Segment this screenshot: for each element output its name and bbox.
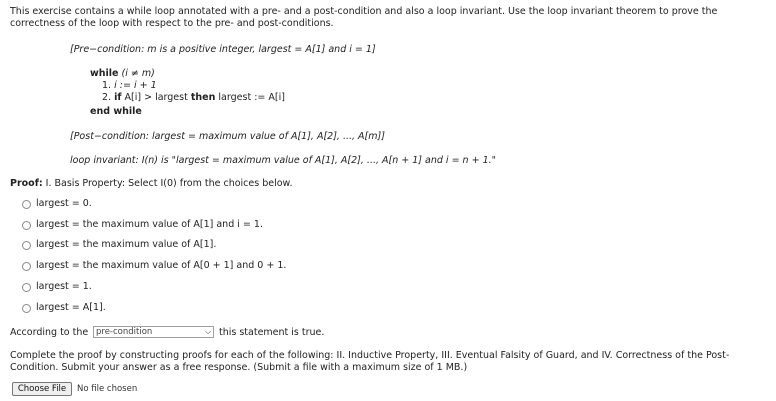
radio-button[interactable] bbox=[22, 262, 31, 271]
choice-6[interactable] bbox=[22, 302, 106, 314]
then-keyword: then bbox=[190, 92, 216, 103]
choice-label: largest = A[1]. bbox=[36, 302, 106, 313]
according-after: this statement is true. bbox=[219, 327, 325, 338]
end-while: end while bbox=[90, 106, 142, 117]
choice-4[interactable] bbox=[22, 260, 286, 272]
proof-basis-text: I. Basis Property: Select I(0) from the choices below. bbox=[45, 178, 293, 189]
according-before: According to the bbox=[10, 327, 89, 338]
step-1-text: i := i + 1 bbox=[114, 80, 157, 91]
choice-2[interactable] bbox=[22, 219, 263, 231]
select-value: pre-condition bbox=[96, 327, 153, 337]
choice-1[interactable] bbox=[22, 198, 92, 210]
choice-3[interactable] bbox=[22, 239, 216, 251]
choice-label: largest = the maximum value of A[1]. bbox=[36, 239, 217, 250]
choose-file-button[interactable]: Choose File bbox=[12, 382, 72, 396]
proof-label: Proof: bbox=[10, 178, 43, 189]
precondition: [Pre−condition: m is a positive integer, largest = A[1] and i = 1] bbox=[70, 44, 376, 55]
intro-text: This exercise contains a while loop annotated with a pre- and a post-condition and also a loop invariant. Use the loop invariant theorem to prove the correctness of the loop with respect to the pre- and post-conditions. bbox=[10, 6, 718, 29]
choice-label: largest = the maximum value of A[1] and i = 1. bbox=[36, 219, 263, 230]
radio-button[interactable] bbox=[22, 200, 31, 209]
choice-label: largest = 0. bbox=[36, 198, 92, 209]
loop-step-1 bbox=[102, 80, 157, 92]
while-keyword: while bbox=[90, 68, 119, 79]
if-keyword: if bbox=[114, 92, 122, 103]
step-2-number: 2. bbox=[102, 92, 112, 103]
radio-button[interactable] bbox=[22, 221, 31, 230]
radio-button[interactable] bbox=[22, 241, 31, 250]
step-2-assign: largest := A[i] bbox=[218, 92, 285, 103]
complete-instructions: Complete the proof by constructing proofs for each of the following: II. Inductive Property, III. Eventual Falsity of Guard, and IV. Correctness of the Post-Condition. Submit your answer as a free response. (Submit a file with a maximum size of 1 MB.) bbox=[10, 350, 730, 373]
step-2-condition: A[i] > largest bbox=[124, 92, 188, 103]
choice-label: largest = the maximum value of A[0 + 1] and 0 + 1. bbox=[36, 260, 287, 271]
file-status: No file chosen bbox=[77, 384, 138, 394]
postcondition: [Post−condition: largest = maximum value of A[1], A[2], ..., A[m]] bbox=[70, 131, 385, 142]
step-1-number: 1. bbox=[102, 80, 112, 91]
choice-5[interactable] bbox=[22, 281, 92, 293]
justification-select[interactable] bbox=[93, 326, 214, 338]
choice-label: largest = 1. bbox=[36, 281, 92, 292]
loop-invariant: loop invariant: I(n) is "largest = maximum value of A[1], A[2], ..., A[n + 1] and i = n + 1." bbox=[70, 155, 497, 166]
proof-basis bbox=[10, 178, 292, 190]
while-line bbox=[90, 68, 155, 80]
loop-step-2 bbox=[102, 92, 285, 104]
while-condition: (i ≠ m) bbox=[121, 68, 155, 79]
chevron-down-icon: ⌵ bbox=[204, 327, 212, 336]
radio-button[interactable] bbox=[22, 304, 31, 313]
radio-button[interactable] bbox=[22, 283, 31, 292]
